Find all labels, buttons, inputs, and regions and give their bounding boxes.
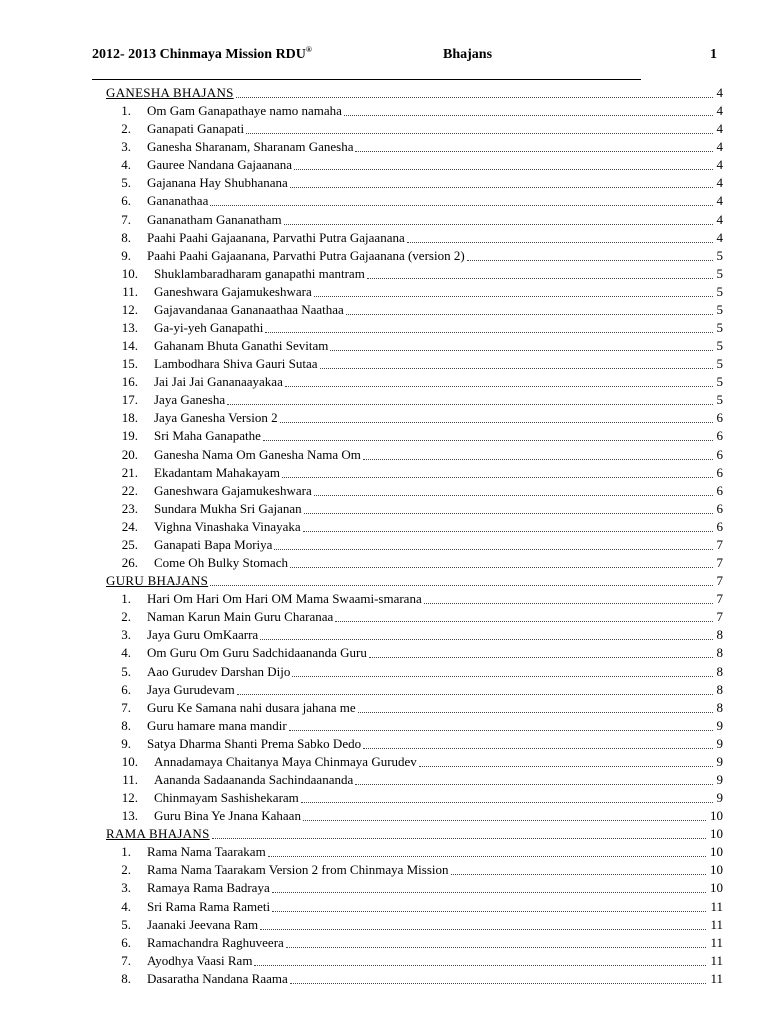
toc-page-number: 8	[716, 699, 723, 715]
toc-entry[interactable]	[0, 952, 768, 970]
toc-page-number: 10	[710, 880, 723, 896]
toc-entry[interactable]	[0, 211, 768, 229]
toc-entry[interactable]	[0, 590, 768, 608]
toc-entry-title: Jaya Gurudevam	[147, 681, 235, 697]
toc-leader-dots	[320, 368, 713, 369]
toc-entry[interactable]	[0, 735, 768, 753]
toc-page-number: 10	[710, 826, 723, 842]
toc-leader-dots	[263, 440, 713, 441]
toc-leader-dots	[330, 350, 713, 351]
toc-entry-title: Ganapati Bapa Moriya	[154, 536, 273, 552]
toc-page-number: 7	[716, 591, 723, 607]
toc-entry[interactable]	[0, 174, 768, 192]
toc-leader-dots	[210, 585, 713, 586]
toc-page-number: 6	[716, 482, 723, 498]
toc-entry-title: Paahi Paahi Gajaanana, Parvathi Putra Gajaanana	[147, 229, 405, 245]
toc-entry[interactable]	[0, 644, 768, 662]
toc-entry-number: 7.	[121, 952, 131, 968]
toc-entry-title: Aao Gurudev Darshan Dijo	[147, 663, 291, 679]
toc-entry[interactable]	[0, 482, 768, 500]
toc-entry-title: Naman Karun Main Guru Charanaa	[147, 609, 334, 625]
toc-entry-title: Come Oh Bulky Stomach	[154, 555, 288, 571]
toc-page-number: 4	[716, 229, 723, 245]
toc-leader-dots	[424, 603, 713, 604]
toc-entry-number: 4.	[121, 898, 131, 914]
toc-entry[interactable]	[0, 771, 768, 789]
toc-page-number: 8	[716, 663, 723, 679]
toc-entry-title: Jaya Ganesha	[154, 392, 226, 408]
toc-section-heading[interactable]	[0, 572, 768, 590]
toc-entry-title: Vighna Vinashaka Vinayaka	[154, 518, 301, 534]
toc-page-number: 8	[716, 681, 723, 697]
toc-entry-title: Gananathaa	[147, 193, 209, 209]
toc-entry-title: Ganesha Nama Om Ganesha Nama Om	[154, 446, 361, 462]
toc-entry[interactable]	[0, 663, 768, 681]
toc-leader-dots	[363, 748, 713, 749]
toc-entry-number: 23.	[121, 500, 138, 516]
toc-leader-dots	[358, 712, 713, 713]
toc-leader-dots	[369, 657, 713, 658]
toc-leader-dots	[355, 151, 713, 152]
toc-page-number: 11	[710, 970, 723, 986]
toc-entry-title: Gajanana Hay Shubhanana	[147, 175, 288, 191]
toc-page-number: 9	[716, 735, 723, 751]
toc-page-number: 6	[716, 518, 723, 534]
toc-entry-number: 3.	[121, 627, 131, 643]
toc-entry-number: 4.	[121, 645, 131, 661]
header-rule	[92, 79, 641, 80]
toc-entry-title: Ayodhya Vaasi Ram	[147, 952, 253, 968]
toc-page-number: 9	[716, 717, 723, 733]
toc-leader-dots	[285, 386, 713, 387]
toc-page-number: 7	[716, 536, 723, 552]
toc-leader-dots	[286, 947, 706, 948]
toc-entry[interactable]	[0, 192, 768, 210]
toc-page-number: 6	[716, 446, 723, 462]
toc-entry-title: Gananatham Gananatham	[147, 211, 282, 227]
toc-leader-dots	[467, 260, 713, 261]
toc-entry-number: 5.	[121, 175, 131, 191]
toc-entry[interactable]	[0, 409, 768, 427]
toc-leader-dots	[419, 766, 713, 767]
toc-page-number: 11	[710, 934, 723, 950]
toc-page-number: 4	[716, 175, 723, 191]
toc-entry-title: Ganeshwara Gajamukeshwara	[154, 482, 312, 498]
toc-entry-title: Ganeshwara Gajamukeshwara	[154, 283, 312, 299]
toc-page-number: 4	[716, 211, 723, 227]
toc-leader-dots	[289, 730, 713, 731]
toc-page-number: 8	[716, 627, 723, 643]
toc-entry[interactable]	[0, 301, 768, 319]
toc-entry[interactable]	[0, 898, 768, 916]
toc-entry-title: Om Gam Ganapathaye namo namaha	[147, 103, 342, 119]
toc-entry[interactable]	[0, 247, 768, 265]
toc-entry[interactable]	[0, 229, 768, 247]
toc-page-number: 7	[716, 555, 723, 571]
toc-entry-number: 2.	[121, 609, 131, 625]
toc-entry-title: Rama Nama Taarakam	[147, 844, 266, 860]
toc-entry[interactable]	[0, 355, 768, 373]
toc-leader-dots	[290, 983, 706, 984]
toc-entry-title: Shuklambaradharam ganapathi mantram	[154, 265, 365, 281]
toc-entry-number: 10.	[121, 265, 138, 281]
toc-entry-number: 1.	[121, 844, 131, 860]
toc-entry-title: Hari Om Hari Om Hari OM Mama Swaami-smarana	[147, 591, 422, 607]
page-header	[92, 47, 720, 67]
toc-entry-number: 12.	[121, 301, 138, 317]
toc-entry-title: Gahanam Bhuta Ganathi Sevitam	[154, 338, 329, 354]
toc-entry-number: 10.	[121, 753, 138, 769]
toc-entry-title: Jai Jai Jai Gananaayakaa	[154, 374, 283, 390]
toc-entry[interactable]	[0, 283, 768, 301]
toc-entry-title: Jaya Ganesha Version 2	[154, 410, 278, 426]
toc-leader-dots	[367, 278, 713, 279]
toc-entry-number: 6.	[121, 934, 131, 950]
toc-section-title: GANESHA BHAJANS	[106, 85, 234, 100]
toc-entry-number: 17.	[121, 392, 138, 408]
toc-entry[interactable]	[0, 120, 768, 138]
toc-entry-number: 20.	[121, 446, 138, 462]
toc-entry-number: 1.	[121, 103, 131, 119]
toc-page-number: 5	[716, 301, 723, 317]
toc-page-number: 5	[716, 338, 723, 354]
toc-entry-number: 12.	[121, 790, 138, 806]
toc-page-number: 11	[710, 916, 723, 932]
toc-entry-title: Guru Ke Samana nahi dusara jahana me	[147, 699, 356, 715]
toc-leader-dots	[344, 115, 713, 116]
toc-leader-dots	[274, 549, 713, 550]
toc-entry[interactable]	[0, 265, 768, 283]
toc-page-number: 11	[710, 952, 723, 968]
toc-entry[interactable]	[0, 427, 768, 445]
toc-entry[interactable]	[0, 464, 768, 482]
toc-entry[interactable]	[0, 554, 768, 572]
toc-page-number: 10	[710, 862, 723, 878]
toc-entry[interactable]	[0, 699, 768, 717]
toc-page-number: 8	[716, 645, 723, 661]
toc-entry-number: 7.	[121, 211, 131, 227]
toc-page-number: 4	[716, 139, 723, 155]
toc-leader-dots	[314, 495, 713, 496]
toc-section-heading[interactable]	[0, 825, 768, 843]
toc-entry-title: Om Guru Om Guru Sadchidaananda Guru	[147, 645, 367, 661]
toc-entry-title: Jaya Guru OmKaarra	[147, 627, 259, 643]
toc-leader-dots	[237, 694, 713, 695]
toc-entry-number: 3.	[121, 880, 131, 896]
toc-entry-number: 21.	[121, 464, 138, 480]
toc-entry-number: 5.	[121, 663, 131, 679]
toc-entry-title: Gauree Nandana Gajaanana	[147, 157, 293, 173]
toc-leader-dots	[272, 892, 706, 893]
toc-page-number: 6	[716, 500, 723, 516]
toc-entry-number: 5.	[121, 916, 131, 932]
toc-entry[interactable]	[0, 970, 768, 988]
toc-entry-title: Guru Bina Ye Jnana Kahaan	[154, 808, 301, 824]
toc-page-number: 7	[716, 573, 723, 589]
toc-entry-number: 6.	[121, 193, 131, 209]
toc-leader-dots	[407, 242, 713, 243]
header-section: Bhajans	[443, 47, 493, 62]
toc-entry-title: Ganapati Ganapati	[147, 121, 245, 137]
toc-page-number: 10	[710, 808, 723, 824]
toc-entry-number: 22.	[121, 482, 138, 498]
toc-page-number: 5	[716, 265, 723, 281]
toc-leader-dots	[210, 205, 713, 206]
toc-entry-number: 6.	[121, 681, 131, 697]
toc-entry-title: Sri Maha Ganapathe	[154, 428, 261, 444]
toc-entry-title: Gajavandanaa Gananaathaa Naathaa	[154, 301, 344, 317]
toc-entry-number: 19.	[121, 428, 138, 444]
toc-entry-number: 14.	[121, 338, 138, 354]
toc-entry-title: Guru hamare mana mandir	[147, 717, 287, 733]
toc-entry[interactable]	[0, 717, 768, 735]
toc-entry-number: 24.	[121, 518, 138, 534]
toc-entry-title: Dasaratha Nandana Raama	[147, 970, 288, 986]
toc-entry[interactable]	[0, 626, 768, 644]
toc-leader-dots	[290, 567, 713, 568]
toc-entry[interactable]	[0, 879, 768, 897]
toc-entry-number: 4.	[121, 157, 131, 173]
toc-entry[interactable]	[0, 156, 768, 174]
toc-leader-dots	[355, 784, 713, 785]
toc-entry[interactable]	[0, 843, 768, 861]
toc-leader-dots	[346, 314, 713, 315]
toc-section-title: GURU BHAJANS	[106, 573, 209, 589]
toc-leader-dots	[294, 169, 713, 170]
toc-page-number: 4	[716, 193, 723, 209]
toc-entry-number: 9.	[121, 735, 131, 751]
toc-page-number: 5	[716, 320, 723, 336]
toc-entry[interactable]	[0, 861, 768, 879]
toc-leader-dots	[314, 296, 713, 297]
toc-entry[interactable]	[0, 608, 768, 626]
toc-leader-dots	[268, 856, 706, 857]
toc-entry[interactable]	[0, 916, 768, 934]
toc-leader-dots	[236, 97, 713, 98]
toc-entry-number: 2.	[121, 121, 131, 137]
toc-page-number: 4	[716, 85, 723, 100]
toc-entry-number: 13.	[121, 320, 138, 336]
toc-page-number: 4	[716, 103, 723, 119]
toc-entry[interactable]	[0, 807, 768, 825]
toc-page-number: 5	[716, 392, 723, 408]
toc-entry-number: 15.	[121, 356, 138, 372]
toc-entry-number: 1.	[121, 591, 131, 607]
toc-page-number: 5	[716, 247, 723, 263]
toc-page-number: 9	[716, 790, 723, 806]
toc-leader-dots	[335, 621, 713, 622]
toc-entry[interactable]	[0, 536, 768, 554]
toc-leader-dots	[227, 404, 713, 405]
toc-leader-dots	[292, 676, 713, 677]
toc-leader-dots	[301, 802, 713, 803]
toc-entry-title: Annadamaya Chaitanya Maya Chinmaya Gurudev	[154, 753, 417, 769]
toc-entry-number: 11.	[122, 771, 138, 787]
toc-entry-number: 16.	[121, 374, 138, 390]
toc-leader-dots	[290, 187, 713, 188]
toc-entry-title: Ramachandra Raghuveera	[147, 934, 284, 950]
toc-entry[interactable]	[0, 500, 768, 518]
toc-entry[interactable]	[0, 138, 768, 156]
toc-leader-dots	[254, 965, 706, 966]
toc-entry-number: 9.	[121, 247, 131, 263]
toc-entry[interactable]	[0, 373, 768, 391]
toc-leader-dots	[284, 224, 713, 225]
toc-leader-dots	[303, 820, 706, 821]
toc-page-number: 4	[716, 157, 723, 173]
toc-page-number: 5	[716, 283, 723, 299]
toc-page-number: 5	[716, 374, 723, 390]
toc-entry-number: 2.	[121, 862, 131, 878]
toc-leader-dots	[303, 531, 713, 532]
toc-leader-dots	[212, 838, 706, 839]
toc-page-number: 7	[716, 609, 723, 625]
toc-entry-title: Chinmayam Sashishekaram	[154, 790, 299, 806]
toc-entry-title: Satya Dharma Shanti Prema Sabko Dedo	[147, 735, 362, 751]
toc-section-title: RAMA BHAJANS	[106, 826, 210, 842]
toc-entry[interactable]	[0, 102, 768, 120]
toc-entry-title: Ga-yi-yeh Ganapathi	[154, 320, 264, 336]
registered-mark: ®	[305, 45, 312, 54]
toc-entry-number: 8.	[121, 229, 131, 245]
toc-leader-dots	[272, 911, 706, 912]
toc-leader-dots	[363, 459, 713, 460]
header-title: 2012- 2013 Chinmaya Mission RDU®	[92, 45, 312, 62]
toc-page-number: 6	[716, 428, 723, 444]
toc-entry-title: Sundara Mukha Sri Gajanan	[154, 500, 302, 516]
toc-entry-number: 25.	[121, 536, 138, 552]
toc-entry-title: Ekadantam Mahakayam	[154, 464, 280, 480]
toc-entry-number: 26.	[121, 555, 138, 571]
toc-leader-dots	[260, 639, 713, 640]
toc-entry-title: Ramaya Rama Badraya	[147, 880, 270, 896]
toc-page-number: 4	[716, 121, 723, 137]
toc-leader-dots	[260, 929, 706, 930]
toc-leader-dots	[282, 477, 713, 478]
toc-entry-number: 11.	[122, 283, 138, 299]
toc-section-heading[interactable]	[0, 84, 768, 102]
toc-entry-title: Paahi Paahi Gajaanana, Parvathi Putra Gajaanana (version 2)	[147, 247, 465, 263]
toc-entry-title: Sri Rama Rama Rameti	[147, 898, 271, 914]
toc-entry-number: 13.	[121, 808, 138, 824]
toc-entry[interactable]	[0, 319, 768, 337]
toc-leader-dots	[246, 133, 713, 134]
toc-entry-number: 3.	[121, 139, 131, 155]
toc-entry[interactable]	[0, 789, 768, 807]
toc-entry[interactable]	[0, 337, 768, 355]
toc-entry-title: Rama Nama Taarakam Version 2 from Chinmaya Mission	[147, 862, 449, 878]
toc-entry-number: 8.	[121, 970, 131, 986]
toc-entry[interactable]	[0, 391, 768, 409]
toc-page-number: 6	[716, 410, 723, 426]
table-of-contents	[0, 84, 768, 988]
toc-leader-dots	[451, 874, 706, 875]
toc-entry-number: 18.	[121, 410, 138, 426]
toc-entry[interactable]	[0, 681, 768, 699]
toc-leader-dots	[265, 332, 713, 333]
toc-page-number: 9	[716, 771, 723, 787]
toc-page-number: 5	[716, 356, 723, 372]
toc-entry-title: Ganesha Sharanam, Sharanam Ganesha	[147, 139, 354, 155]
header-page-number: 1	[710, 47, 717, 62]
toc-page-number: 11	[710, 898, 723, 914]
toc-leader-dots	[304, 513, 713, 514]
toc-entry-title: Aananda Sadaananda Sachindaananda	[154, 771, 354, 787]
toc-entry-title: Lambodhara Shiva Gauri Sutaa	[154, 356, 318, 372]
toc-entry-number: 7.	[121, 699, 131, 715]
toc-entry[interactable]	[0, 934, 768, 952]
toc-leader-dots	[280, 422, 713, 423]
toc-entry[interactable]	[0, 446, 768, 464]
toc-entry-number: 8.	[121, 717, 131, 733]
toc-page-number: 10	[710, 844, 723, 860]
toc-page-number: 9	[716, 753, 723, 769]
toc-entry[interactable]	[0, 753, 768, 771]
toc-entry[interactable]	[0, 518, 768, 536]
toc-entry-title: Jaanaki Jeevana Ram	[147, 916, 259, 932]
toc-page-number: 6	[716, 464, 723, 480]
